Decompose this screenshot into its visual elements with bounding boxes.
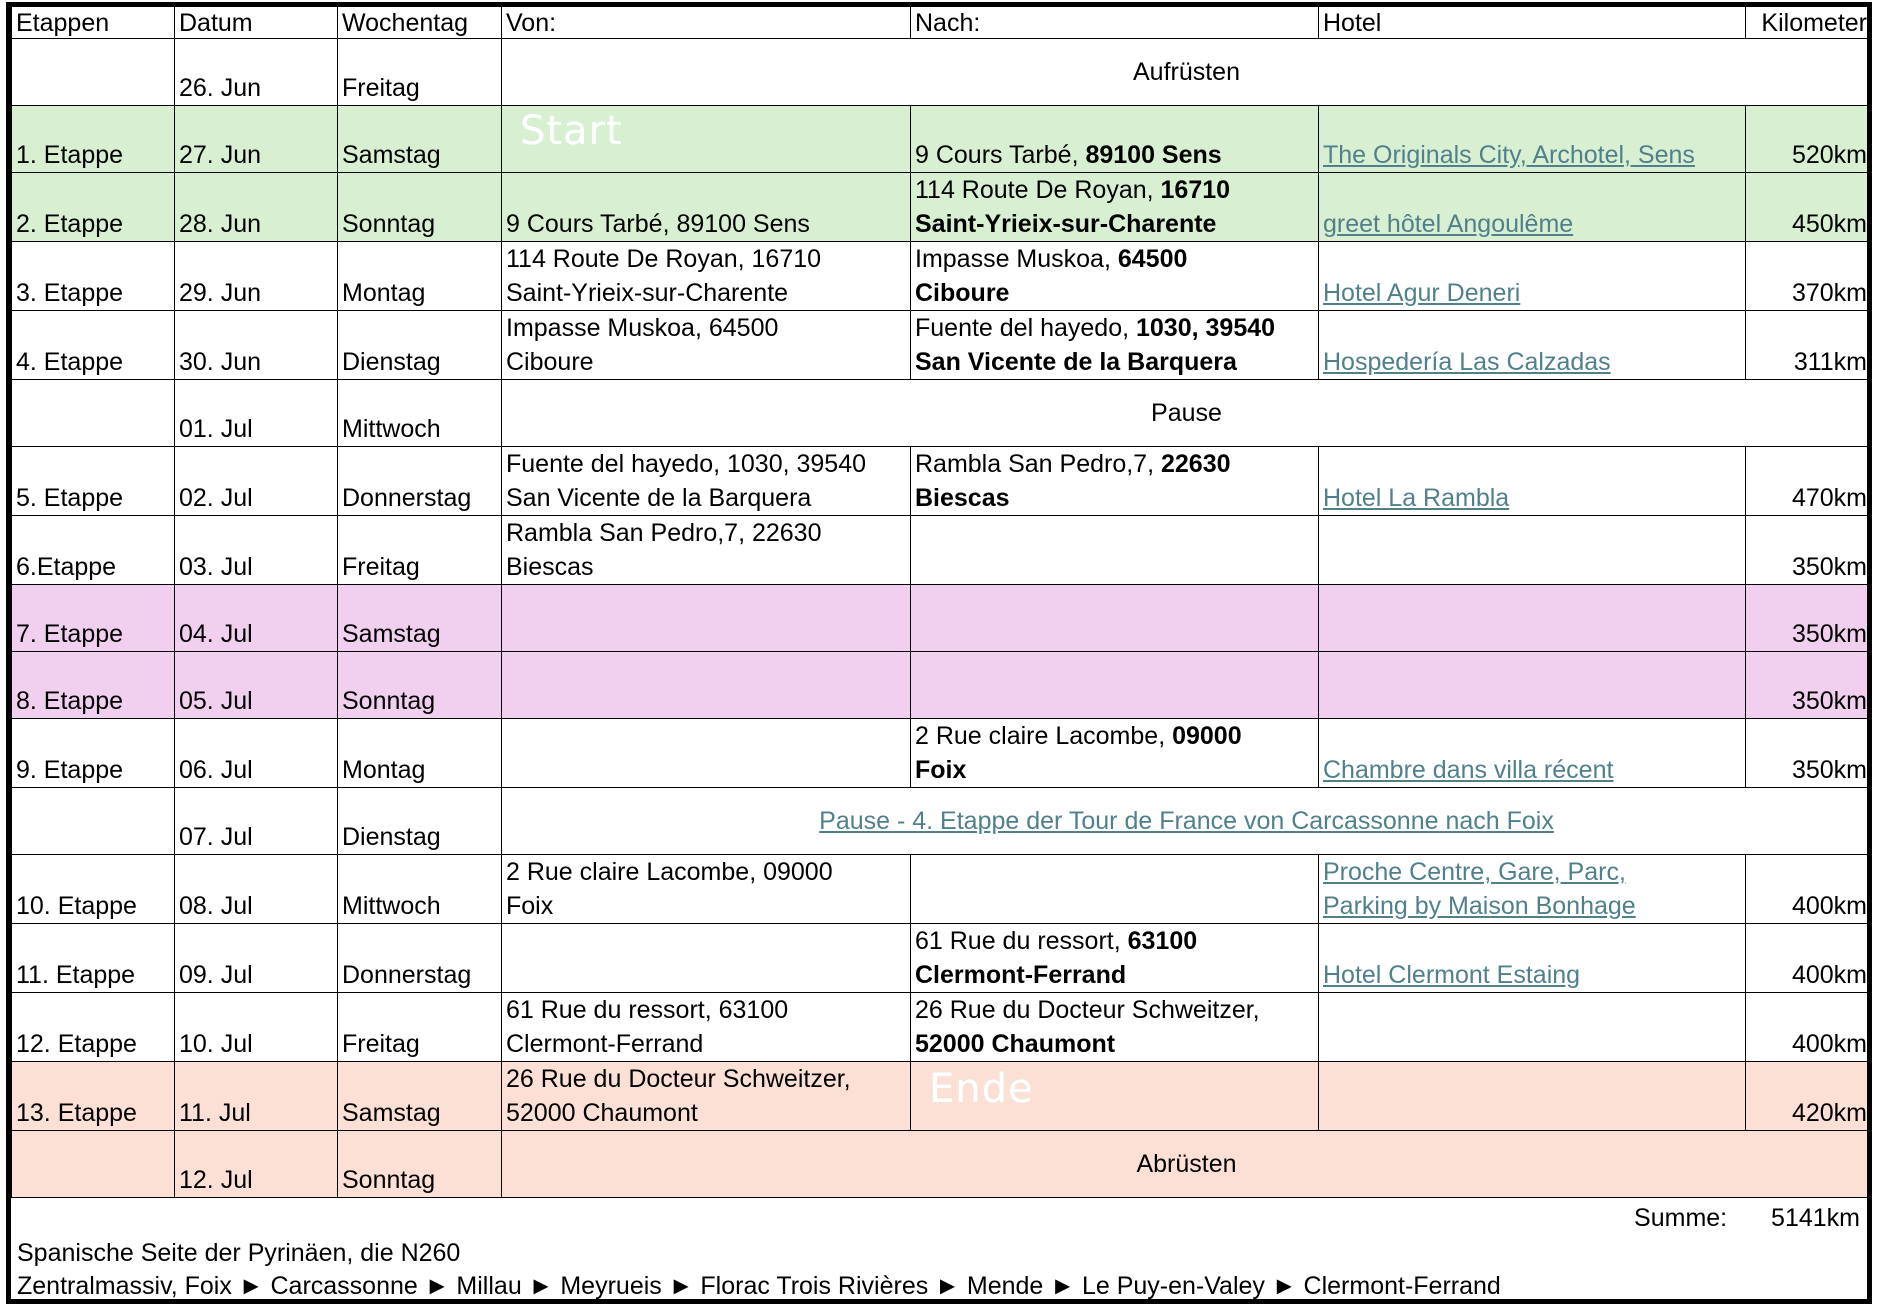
cell-kilometer [1746, 311, 1872, 380]
cell-von [502, 516, 911, 585]
table-row [12, 993, 1872, 1062]
cell-nach [911, 311, 1319, 380]
kilometer-text: 311km [1793, 348, 1867, 376]
nach-line-1 [915, 242, 1314, 276]
cell-nach [911, 585, 1319, 652]
nach-line-1 [915, 138, 1314, 172]
kilometer-text: 350km [1791, 620, 1867, 648]
wochentag-text: Samstag [342, 1099, 441, 1127]
wochentag-text: Samstag [342, 141, 441, 169]
hotel-line-1 [1323, 138, 1741, 172]
cell-von [502, 242, 911, 311]
cell-von [502, 106, 911, 173]
cell-datum [175, 788, 338, 855]
tour-de-france-link[interactable]: Pause - 4. Etappe der Tour de France von Carcassonne nach Foix [819, 807, 1554, 835]
datum-text: 05. Jul [179, 687, 253, 715]
hotel-link[interactable]: The Originals City, Archotel, Sens [1323, 141, 1695, 169]
von-line-1: Fuente del hayedo, 1030, 39540 [506, 450, 867, 478]
datum-text: 02. Jul [179, 484, 253, 512]
cell-etappe [12, 106, 175, 173]
nach-line-2 [915, 753, 1314, 787]
von-line-1: Impasse Muskoa, 64500 [506, 314, 779, 342]
etappe-text: 11. Etappe [16, 961, 136, 989]
cell-von [502, 1062, 911, 1131]
kilometer-text: 350km [1791, 553, 1867, 581]
wochentag-text: Samstag [342, 620, 441, 648]
span-note-text: Aufrüsten [1132, 58, 1240, 86]
note-pyrenees: Spanische Seite der Pyrinäen, die N260 [17, 1239, 461, 1267]
table-row [12, 924, 1872, 993]
cell-hotel [1319, 242, 1746, 311]
wochentag-text: Montag [342, 279, 426, 307]
cell-nach [911, 447, 1319, 516]
cell-kilometer [1746, 855, 1872, 924]
von-line-1: 114 Route De Royan, 16710 [506, 245, 822, 273]
cell-datum [175, 1131, 338, 1198]
header-nach: Nach: [911, 7, 1319, 39]
etappe-text: 3. Etappe [16, 279, 124, 307]
header-row [12, 7, 1872, 39]
etappe-text: 9. Etappe [16, 756, 124, 784]
wochentag-text: Donnerstag [342, 484, 472, 512]
nach-line-1-text: Fuente del hayedo, [915, 314, 1136, 342]
cell-wochentag [338, 993, 502, 1062]
nach-line-2 [915, 207, 1314, 241]
cell-von [502, 652, 911, 719]
cell-wochentag [338, 516, 502, 585]
cell-von [502, 311, 911, 380]
note-zentralmassiv: Zentralmassiv, Foix ► Carcassonne ► Millau ► Meyrueis ► Florac Trois Rivières ► Mende ► Le Puy-en-Valey ► Clermont-Ferrand [17, 1272, 1501, 1300]
cell-hotel [1319, 924, 1746, 993]
sum-value: 5141km [1771, 1204, 1860, 1232]
hotel-link[interactable]: Proche Centre, Gare, Parc, [1323, 858, 1626, 886]
datum-text: 12. Jul [179, 1166, 253, 1194]
kilometer-text: 470km [1791, 484, 1867, 512]
cell-etappe [12, 447, 175, 516]
datum-text: 11. Jul [179, 1099, 251, 1127]
sum-row [1634, 1203, 1860, 1233]
etappe-text: 7. Etappe [16, 620, 124, 648]
datum-text: 27. Jun [179, 141, 262, 169]
nach-line-2 [915, 345, 1314, 379]
cell-etappe [12, 993, 175, 1062]
cell-nach [911, 516, 1319, 585]
datum-text: 01. Jul [179, 415, 253, 443]
cell-datum [175, 242, 338, 311]
von-line-2: 52000 Chaumont [506, 1099, 698, 1127]
cell-hotel [1319, 855, 1746, 924]
cell-von [502, 993, 911, 1062]
kilometer-text: 400km [1791, 961, 1867, 989]
wochentag-text: Dienstag [342, 823, 441, 851]
etappe-text: 5. Etappe [16, 484, 124, 512]
wochentag-text: Sonntag [342, 210, 436, 238]
nach-line-2 [915, 481, 1314, 515]
cell-kilometer [1746, 585, 1872, 652]
cell-hotel [1319, 516, 1746, 585]
datum-text: 28. Jun [179, 210, 262, 238]
cell-kilometer [1746, 652, 1872, 719]
cell-kilometer [1746, 719, 1872, 788]
etappe-text: 8. Etappe [16, 687, 124, 715]
nach-line-2-bold: Saint-Yrieix-sur-Charente [915, 210, 1217, 238]
hotel-link[interactable]: Chambre dans villa récent [1323, 756, 1614, 784]
nach-line-1-bold: 63100 [1127, 927, 1198, 955]
etappe-text: 13. Etappe [16, 1099, 137, 1127]
table-row [12, 719, 1872, 788]
nach-line-2-bold: 52000 Chaumont [915, 1030, 1116, 1058]
von-line-1: Rambla San Pedro,7, 22630 [506, 519, 822, 547]
kilometer-text: 450km [1791, 210, 1867, 238]
cell-wochentag [338, 173, 502, 242]
etappe-text: 4. Etappe [16, 348, 124, 376]
table-row [12, 516, 1872, 585]
kilometer-text: 400km [1791, 1030, 1867, 1058]
datum-text: 09. Jul [179, 961, 253, 989]
cell-nach [911, 719, 1319, 788]
hotel-link[interactable]: Hotel Agur Deneri [1323, 279, 1521, 307]
nach-line-2-bold: Ciboure [915, 279, 1010, 307]
header-datum: Datum [175, 7, 338, 39]
cell-etappe [12, 242, 175, 311]
cell-wochentag [338, 924, 502, 993]
cell-etappe [12, 380, 175, 447]
cell-wochentag [338, 788, 502, 855]
span-note-text: Pause [1151, 399, 1222, 427]
wochentag-text: Sonntag [342, 687, 436, 715]
sum-label: Summe: [1634, 1204, 1728, 1232]
table-row [12, 855, 1872, 924]
cell-etappe [12, 652, 175, 719]
cell-von [502, 924, 911, 993]
wochentag-text: Dienstag [342, 348, 441, 376]
kilometer-text: 420km [1791, 1099, 1867, 1127]
cell-nach [911, 173, 1319, 242]
cell-kilometer [1746, 242, 1872, 311]
cell-etappe [12, 516, 175, 585]
cell-etappe [12, 585, 175, 652]
von-line-1: 2 Rue claire Lacombe, 09000 [506, 858, 833, 886]
etappe-text: 10. Etappe [16, 892, 137, 920]
von-line-2: 9 Cours Tarbé, 89100 Sens [506, 210, 810, 238]
cell-datum [175, 311, 338, 380]
cell-wochentag [338, 242, 502, 311]
datum-text: 04. Jul [179, 620, 253, 648]
datum-text: 03. Jul [179, 553, 253, 581]
cell-wochentag [338, 652, 502, 719]
cell-wochentag [338, 585, 502, 652]
header-hotel: Hotel [1319, 7, 1746, 39]
table-row [12, 106, 1872, 173]
table-row [12, 380, 1872, 447]
hotel-line-1 [1323, 207, 1741, 241]
nach-line-1 [915, 173, 1314, 207]
cell-hotel [1319, 106, 1746, 173]
datum-text: 08. Jul [179, 892, 253, 920]
table-row [12, 242, 1872, 311]
datum-text: 26. Jun [179, 74, 262, 102]
kilometer-text: 350km [1791, 756, 1867, 784]
cell-von [502, 719, 911, 788]
wochentag-text: Sonntag [342, 1166, 436, 1194]
table-row [12, 652, 1872, 719]
nach-line-1-text: Impasse Muskoa, [915, 245, 1118, 273]
table-row [12, 311, 1872, 380]
nach-line-1 [915, 993, 1314, 1027]
cell-wochentag [338, 447, 502, 516]
cell-kilometer [1746, 993, 1872, 1062]
cell-datum [175, 924, 338, 993]
route-table [11, 6, 1872, 1198]
cell-von [502, 855, 911, 924]
von-line-2: Ciboure [506, 348, 594, 376]
cell-span-note [502, 380, 1872, 447]
nach-line-1-text: 61 Rue du ressort, [915, 927, 1128, 955]
cell-nach [911, 924, 1319, 993]
nach-line-1 [915, 311, 1314, 345]
hotel-link[interactable]: Hotel La Rambla [1323, 484, 1510, 512]
header-etappen: Etappen [12, 7, 175, 39]
cell-etappe [12, 1062, 175, 1131]
cell-datum [175, 855, 338, 924]
wochentag-text: Montag [342, 756, 426, 784]
cell-wochentag [338, 1131, 502, 1198]
hotel-link[interactable]: greet hôtel Angoulême [1323, 210, 1574, 238]
datum-text: 07. Jul [179, 823, 253, 851]
datum-text: 29. Jun [179, 279, 262, 307]
cell-datum [175, 1062, 338, 1131]
nach-line-1-text: 9 Cours Tarbé, [915, 141, 1086, 169]
cell-von [502, 447, 911, 516]
nach-line-1 [915, 719, 1314, 753]
ende-handwriting: Ende [929, 1066, 1034, 1112]
start-handwriting: Start [520, 108, 623, 154]
hotel-link[interactable]: Hotel Clermont Estaing [1323, 961, 1581, 989]
kilometer-text: 400km [1791, 892, 1867, 920]
hotel-line-2 [1323, 889, 1741, 923]
nach-line-2-bold: San Vicente de la Barquera [915, 348, 1237, 376]
cell-hotel [1319, 173, 1746, 242]
nach-line-1-text: 26 Rue du Docteur Schweitzer, [915, 996, 1260, 1024]
hotel-line-1 [1323, 753, 1741, 787]
datum-text: 06. Jul [179, 756, 253, 784]
nach-line-1-text: 114 Route De Royan, [915, 176, 1161, 204]
cell-span-link [502, 788, 1872, 855]
cell-datum [175, 380, 338, 447]
von-line-2: San Vicente de la Barquera [506, 484, 812, 512]
cell-datum [175, 652, 338, 719]
header-kilometer: Kilometer [1746, 7, 1872, 39]
cell-datum [175, 516, 338, 585]
cell-kilometer [1746, 173, 1872, 242]
header-wochentag: Wochentag [338, 7, 502, 39]
etappe-text: 6.Etappe [16, 553, 117, 581]
nach-line-1-bold: 1030, 39540 [1136, 314, 1276, 342]
wochentag-text: Mittwoch [342, 415, 441, 443]
von-line-1: 26 Rue du Docteur Schweitzer, [506, 1065, 851, 1093]
datum-text: 30. Jun [179, 348, 262, 376]
cell-nach [911, 652, 1319, 719]
nach-line-2 [915, 276, 1314, 310]
wochentag-text: Freitag [342, 1030, 420, 1058]
wochentag-text: Mittwoch [342, 892, 441, 920]
nach-line-2 [915, 958, 1314, 992]
cell-hotel [1319, 447, 1746, 516]
nach-line-1 [915, 924, 1314, 958]
cell-kilometer [1746, 924, 1872, 993]
table-row [12, 1062, 1872, 1131]
cell-datum [175, 39, 338, 106]
nach-line-1-bold: 09000 [1172, 722, 1242, 750]
datum-text: 10. Jul [179, 1030, 253, 1058]
wochentag-text: Donnerstag [342, 961, 472, 989]
cell-datum [175, 173, 338, 242]
cell-span-note [502, 1131, 1872, 1198]
wochentag-text: Freitag [342, 74, 420, 102]
etappe-text: 12. Etappe [16, 1030, 137, 1058]
etappe-text: 2. Etappe [16, 210, 124, 238]
nach-line-1-text: Rambla San Pedro,7, [915, 450, 1161, 478]
hotel-line-1 [1323, 276, 1741, 310]
cell-datum [175, 719, 338, 788]
cell-span-note [502, 39, 1872, 106]
cell-etappe [12, 39, 175, 106]
table-row [12, 788, 1872, 855]
von-line-2: Biescas [506, 553, 594, 581]
header-von: Von: [502, 7, 911, 39]
nach-line-1-bold: 16710 [1160, 176, 1231, 204]
cell-wochentag [338, 39, 502, 106]
cell-wochentag [338, 855, 502, 924]
nach-line-1-text: 2 Rue claire Lacombe, [915, 722, 1173, 750]
cell-etappe [12, 173, 175, 242]
table-row [12, 173, 1872, 242]
table-row [12, 585, 1872, 652]
cell-wochentag [338, 380, 502, 447]
span-note-text: Abrüsten [1136, 1150, 1237, 1178]
nach-line-2-bold: Foix [915, 756, 967, 784]
route-table-body [12, 7, 1872, 1198]
cell-datum [175, 106, 338, 173]
hotel-link[interactable]: Hospedería Las Calzadas [1323, 348, 1611, 376]
cell-nach [911, 993, 1319, 1062]
kilometer-text: 370km [1791, 279, 1867, 307]
cell-nach [911, 855, 1319, 924]
nach-line-2-bold: Biescas [915, 484, 1010, 512]
cell-etappe [12, 855, 175, 924]
nach-line-2 [915, 1027, 1314, 1061]
hotel-line-1 [1323, 958, 1741, 992]
cell-wochentag [338, 106, 502, 173]
hotel-line-1 [1323, 855, 1741, 889]
cell-nach [911, 242, 1319, 311]
cell-kilometer [1746, 447, 1872, 516]
cell-hotel [1319, 311, 1746, 380]
cell-hotel [1319, 993, 1746, 1062]
cell-nach [911, 1062, 1319, 1131]
cell-kilometer [1746, 106, 1872, 173]
cell-datum [175, 585, 338, 652]
cell-datum [175, 447, 338, 516]
cell-hotel [1319, 585, 1746, 652]
cell-wochentag [338, 1062, 502, 1131]
cell-kilometer [1746, 516, 1872, 585]
cell-kilometer [1746, 1062, 1872, 1131]
cell-wochentag [338, 311, 502, 380]
kilometer-text: 520km [1791, 141, 1867, 169]
hotel-link-line-2[interactable]: Parking by Maison Bonhage [1323, 892, 1636, 920]
von-line-2: Foix [506, 892, 554, 920]
nach-line-1 [915, 447, 1314, 481]
etappe-text: 1. Etappe [16, 141, 124, 169]
cell-etappe [12, 924, 175, 993]
von-line-2: Saint-Yrieix-sur-Charente [506, 279, 789, 307]
cell-hotel [1319, 1062, 1746, 1131]
table-row [12, 39, 1872, 106]
von-line-1: 61 Rue du ressort, 63100 [506, 996, 789, 1024]
cell-etappe [12, 719, 175, 788]
cell-wochentag [338, 719, 502, 788]
hotel-line-1 [1323, 345, 1741, 379]
cell-hotel [1319, 719, 1746, 788]
table-row [12, 1131, 1872, 1198]
nach-line-1-bold: 64500 [1117, 245, 1188, 273]
von-line-2: Clermont-Ferrand [506, 1030, 704, 1058]
nach-line-1-bold: 89100 Sens [1085, 141, 1222, 169]
cell-datum [175, 993, 338, 1062]
nach-line-1-bold: 22630 [1160, 450, 1231, 478]
nach-line-2-bold: Clermont-Ferrand [915, 961, 1127, 989]
cell-etappe [12, 311, 175, 380]
table-row [12, 447, 1872, 516]
cell-etappe [12, 788, 175, 855]
cell-nach [911, 106, 1319, 173]
cell-von [502, 173, 911, 242]
hotel-line-1 [1323, 481, 1741, 515]
kilometer-text: 350km [1791, 687, 1867, 715]
cell-von [502, 585, 911, 652]
cell-etappe [12, 1131, 175, 1198]
wochentag-text: Freitag [342, 553, 420, 581]
cell-hotel [1319, 652, 1746, 719]
